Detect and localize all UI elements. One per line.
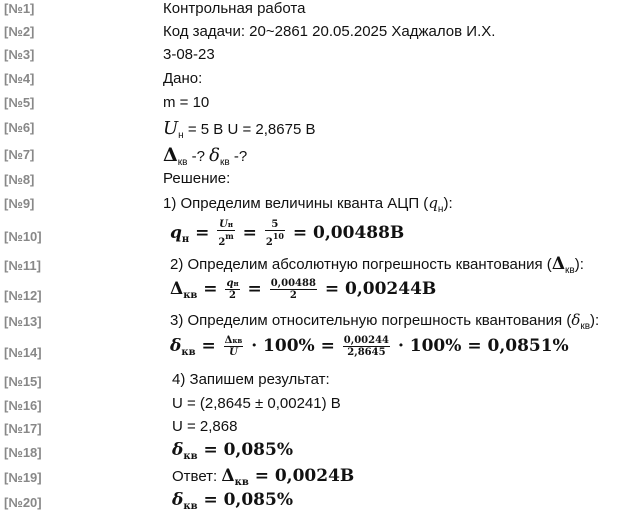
line-text [170, 254, 584, 276]
line-number: [№11] [4, 258, 41, 273]
result-value: = 0,0024В [254, 466, 355, 486]
formula-absolute-error: $\Delta_{кв}$ = $\frac{qн}{2}$ = $\frac{0,00488}{2}$ = 0,00244В [170, 278, 437, 301]
line-number: [№3] [4, 47, 35, 62]
line-text [163, 144, 247, 168]
step-tail: ): [443, 195, 453, 212]
step-text: 1) Определим величины кванта АЦП ( [163, 195, 429, 212]
line-number: [№19] [4, 470, 42, 485]
line-number: [№18] [4, 445, 42, 460]
numerator-subscript: кв [232, 336, 243, 345]
result-value: = 0,085% [203, 490, 293, 510]
fraction [270, 278, 317, 301]
denominator: 2 [265, 237, 273, 248]
math-symbol: Δ [551, 254, 566, 274]
line-text: 3-08-23 [163, 46, 215, 63]
line-text [163, 118, 315, 141]
step-text: 3) Определим относительную погрешность квантования ( [170, 312, 572, 329]
result-value: · 100% = 0,0851% [397, 336, 569, 356]
math-subscript: кв [219, 157, 230, 168]
math-subscript: н [181, 234, 190, 245]
math-variable: q [428, 194, 438, 212]
formula-relative-error: $\delta_{кв}$ = $\frac{\text{Δкв}}{U}$ · 100% = $\frac{0,00244}{2,8645}$ · 100% = 0,0851% [170, 335, 569, 358]
fraction [265, 219, 285, 248]
math-subscript: кв [234, 477, 249, 488]
denominator: 2 [225, 289, 239, 301]
answer-label: Ответ: [172, 468, 222, 485]
line-number: [№15] [4, 374, 42, 389]
line-number: [№4] [4, 71, 35, 86]
given-values: = 5 В U = 2,8675 В [187, 121, 316, 138]
math-symbol: Δ [170, 279, 184, 299]
line-text [172, 466, 354, 488]
line-text: 4) Запишем результат: [172, 371, 330, 388]
denominator: 2 [270, 289, 317, 301]
step-tail: ): [574, 256, 584, 273]
denominator: 2,8645 [343, 346, 390, 358]
line-number: [№13] [4, 314, 42, 329]
line-number: [№14] [4, 345, 42, 360]
line-number: [№8] [4, 172, 35, 187]
numerator-subscript: н [227, 220, 233, 229]
line-text: m = 10 [163, 94, 210, 111]
numerator: 0,00488 [270, 278, 316, 289]
line-text [163, 194, 453, 215]
math-symbol: δ [172, 490, 184, 510]
math-symbol: Δ [221, 466, 235, 486]
math-symbol: δ [209, 145, 220, 166]
result-relative-error [172, 440, 293, 462]
numerator: Δ [224, 335, 233, 346]
line-number: [№1] [4, 1, 35, 16]
result-value: = 0,085% [203, 440, 293, 460]
line-number: [№12] [4, 288, 42, 303]
line-number: [№9] [4, 196, 35, 211]
fraction [217, 219, 234, 248]
numerator: U [219, 219, 228, 230]
numerator-subscript: н [233, 279, 239, 288]
line-text: U = 2,868 [172, 418, 238, 435]
question-mark: -? [191, 148, 205, 165]
math-subscript: кв [183, 290, 198, 301]
math-symbol: Δ [163, 144, 178, 166]
step-tail: ): [590, 312, 600, 329]
numerator: 0,00244 [343, 335, 390, 346]
line-number: [№16] [4, 398, 42, 413]
math-subscript: кв [181, 347, 196, 358]
formula-quantum: $q_н$ = $\frac{Uн}{2^m}$ = $\frac{5}{2^{10}}$ = 0,00488В [170, 219, 405, 248]
step-text: 2) Определим абсолютную погрешность квантования ( [170, 256, 552, 273]
line-number: [№6] [4, 120, 35, 135]
question-mark: -? [233, 148, 248, 165]
result-value: = 0,00488В [292, 223, 405, 243]
math-variable: q [170, 223, 182, 243]
denominator: 2 [218, 237, 226, 248]
math-symbol: δ [170, 336, 182, 356]
math-subscript: кв [183, 451, 198, 462]
fraction [225, 278, 239, 301]
denominator-exponent: 10 [272, 231, 284, 241]
line-text: U = (2,8645 ± 0,00241) В [172, 395, 341, 412]
line-number: [№17] [4, 421, 42, 436]
line-text: Код задачи: 20~2861 20.05.2025 Хаджалов И.Х. [163, 23, 496, 40]
line-number: [№5] [4, 95, 35, 110]
line-text [170, 311, 599, 332]
line-number: [№2] [4, 24, 35, 39]
line-number: [№20] [4, 495, 42, 510]
line-text: Контрольная работа [163, 0, 306, 17]
math-variable: U [163, 118, 179, 139]
math-subscript: кв [580, 321, 591, 332]
numerator: 5 [271, 219, 279, 230]
math-subscript: кв [183, 501, 198, 512]
denominator: U [229, 347, 238, 358]
percent-multiplier: · 100% = [251, 336, 335, 356]
line-number: [№10] [4, 229, 42, 244]
line-number: [№7] [4, 147, 35, 162]
math-subscript: н [178, 130, 184, 141]
math-subscript: н [437, 204, 444, 215]
math-symbol: δ [172, 440, 184, 460]
math-symbol: δ [571, 311, 581, 329]
fraction [343, 335, 390, 358]
denominator-exponent: m [225, 231, 234, 241]
line-text: Дано: [163, 70, 203, 87]
line-text: Решение: [163, 170, 231, 187]
math-subscript: кв [177, 157, 188, 168]
numerator: q [226, 278, 234, 289]
fraction [224, 335, 244, 358]
result-value: = 0,00244В [324, 279, 437, 299]
result-relative-error [172, 490, 293, 512]
math-subscript: кв [565, 265, 575, 276]
